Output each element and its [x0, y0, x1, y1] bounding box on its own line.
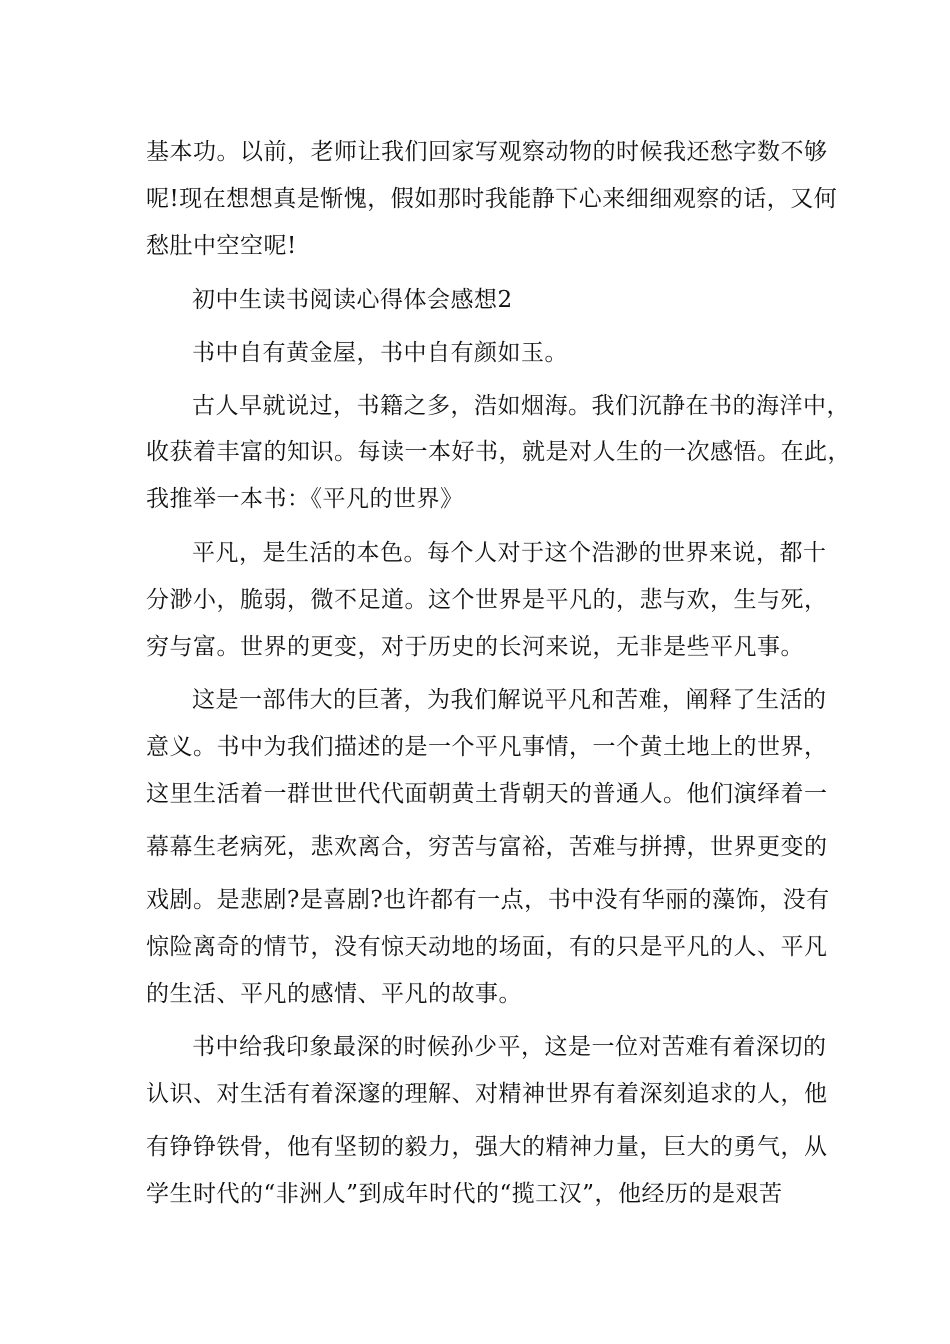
text-line: 这是一部伟大的巨著，为我们解说平凡和苦难，阐释了生活的 [192, 687, 827, 713]
text-line: 认识、对生活有着深邃的理解、对精神世界有着深刻追求的人，他 [146, 1081, 828, 1107]
text-line: 惊险离奇的情节，没有惊天动地的场面，有的只是平凡的人、平凡 [146, 934, 828, 960]
text-line: 戏剧。是悲剧?是喜剧?也许都有一点，书中没有华丽的藻饰，没有 [146, 887, 830, 913]
text-line: 愁肚中空空呢! [146, 233, 297, 259]
text-line: 呢!现在想想真是惭愧，假如那时我能静下心来细细观察的话，又何 [146, 186, 838, 212]
text-line: 学生时代的“非洲人”到成年时代的“揽工汉”，他经历的是艰苦 [146, 1181, 783, 1207]
text-line: 的生活、平凡的感情、平凡的故事。 [146, 981, 522, 1007]
text-line: 收获着丰富的知识。每读一本好书，就是对人生的一次感悟。在此， [146, 439, 851, 465]
text-line: 这里生活着一群世世代代面朝黄土背朝天的普通人。他们演绎着一 [146, 781, 828, 807]
text-line: 古人早就说过，书籍之多，浩如烟海。我们沉静在书的海洋中， [192, 393, 850, 419]
text-line: 幕幕生老病死，悲欢离合，穷苦与富裕，苦难与拼搏，世界更变的 [146, 834, 828, 860]
text-line: 书中自有黄金屋，书中自有颜如玉。 [192, 340, 568, 366]
text-line: 书中给我印象最深的时候孙少平，这是一位对苦难有着深切的 [192, 1034, 827, 1060]
section-heading: 初中生读书阅读心得体会感想2 [192, 287, 513, 313]
text-line: 基本功。以前，老师让我们回家写观察动物的时候我还愁字数不够 [146, 139, 828, 165]
text-line: 平凡，是生活的本色。每个人对于这个浩渺的世界来说，都十 [192, 540, 827, 566]
text-line: 穷与富。世界的更变，对于历史的长河来说，无非是些平凡事。 [146, 634, 804, 660]
text-line: 意义。书中为我们描述的是一个平凡事情，一个黄土地上的世界， [146, 734, 828, 760]
text-line: 分渺小，脆弱，微不足道。这个世界是平凡的，悲与欢，生与死， [146, 587, 828, 613]
text-line: 有铮铮铁骨，他有坚韧的毅力，强大的精神力量，巨大的勇气，从 [146, 1134, 828, 1160]
text-line: 我推举一本书：《平凡的世界》 [146, 486, 464, 512]
